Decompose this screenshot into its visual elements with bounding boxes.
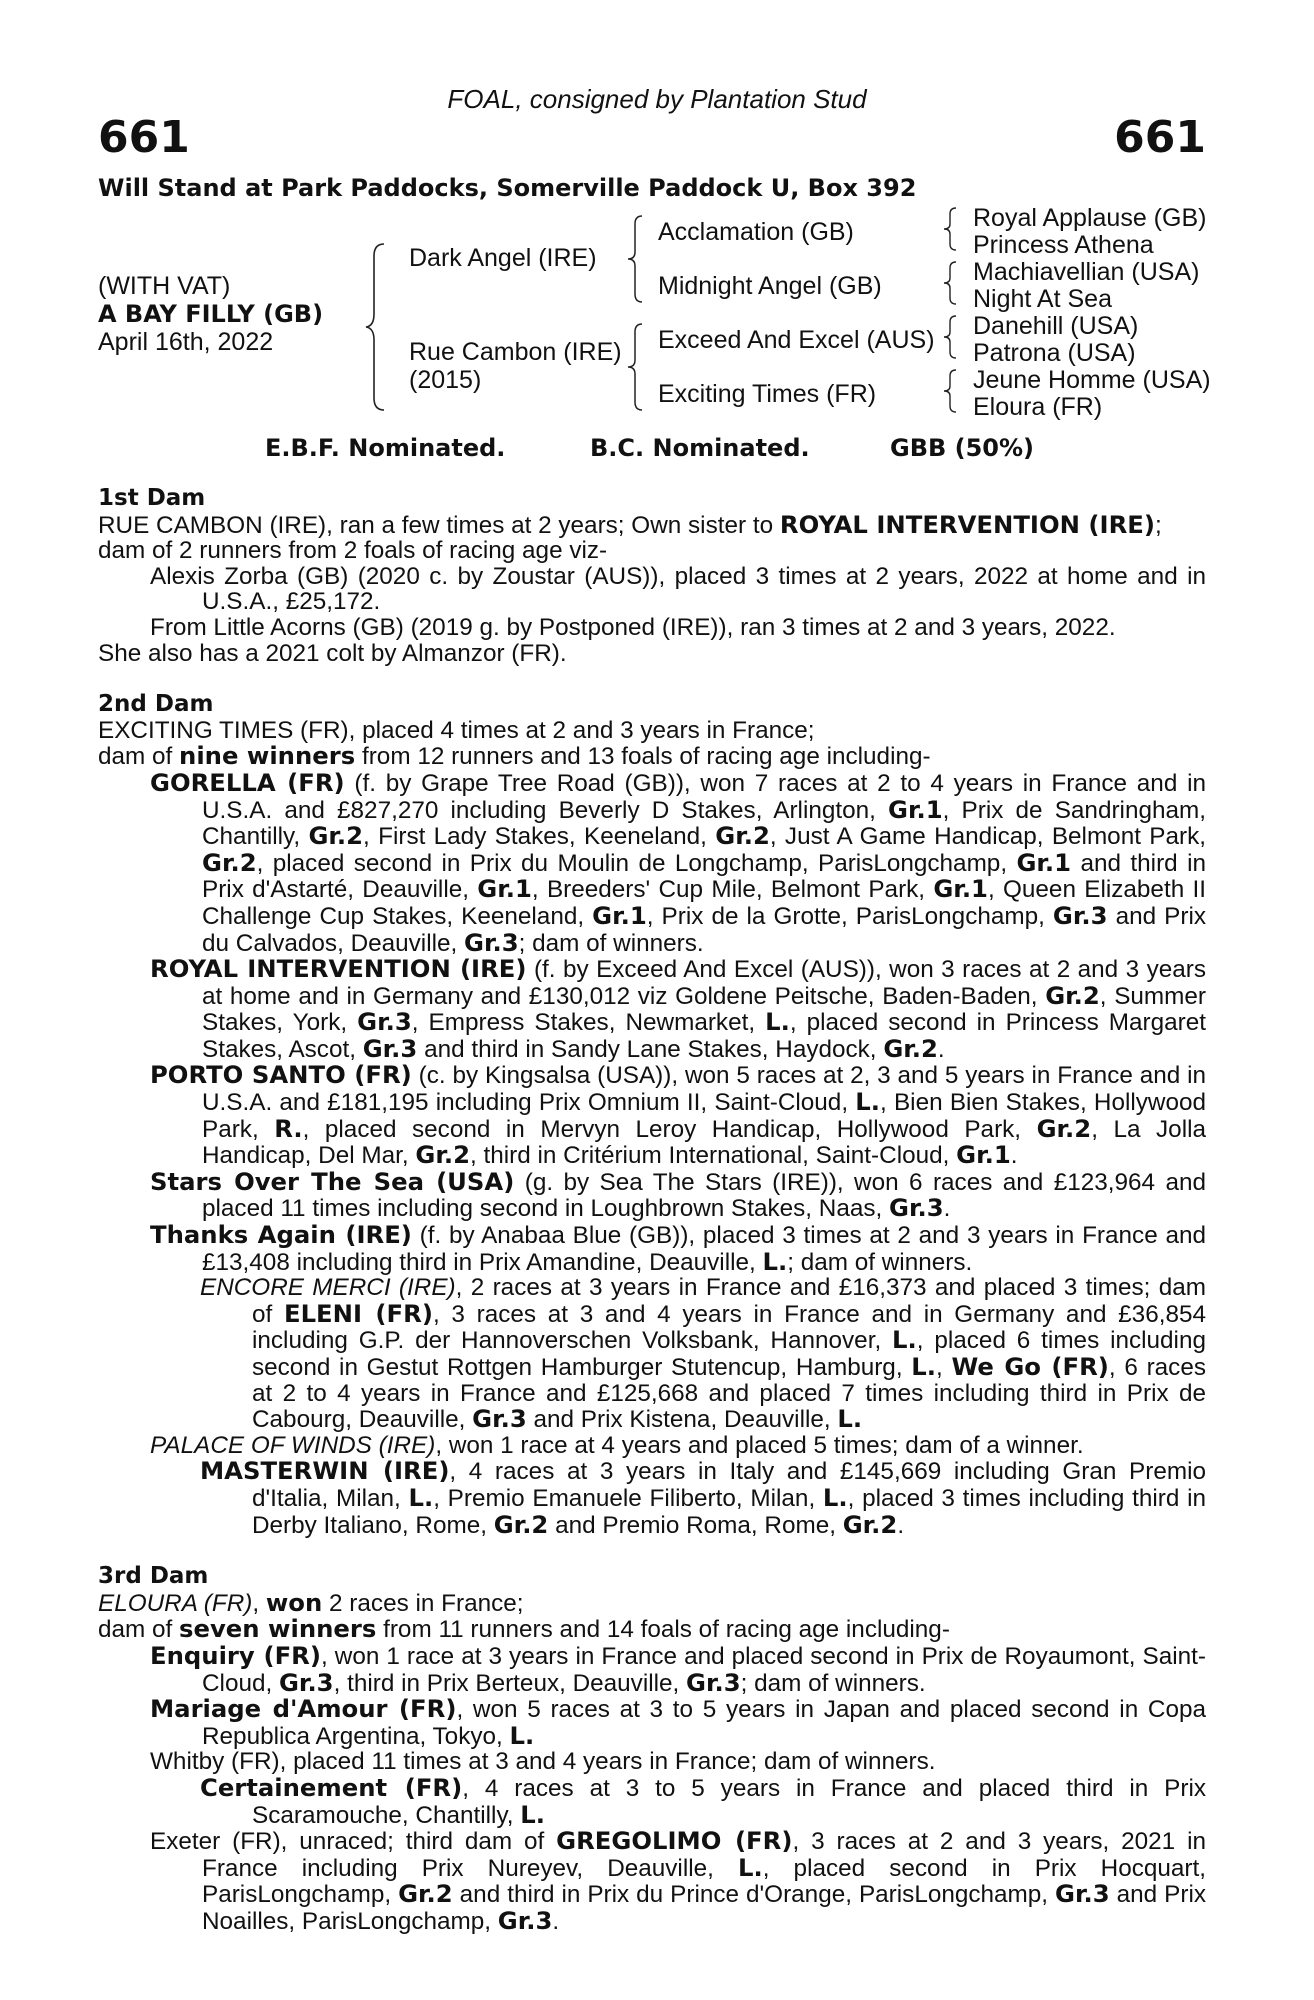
t: (f. by Anabaa Blue (GB)), placed 3 times at 2 and 3 years in France and £13,408 including third in Prix Amandine, Deauville, <box>202 1222 1207 1276</box>
gg-7: Jeune Homme (USA) <box>973 366 1211 394</box>
grade: Gr.3 <box>362 1033 418 1063</box>
horse-mariage-damour: Mariage d'Amour (FR) <box>150 1694 457 1724</box>
t: and Premio Roma, Rome, <box>548 1511 843 1539</box>
grade: Gr.2 <box>308 821 364 851</box>
vat-label: (WITH VAT) <box>98 272 231 300</box>
t: , 3 races at 3 and 4 years in France and in Germany and £36,854 including G.P. der Hannoverschen Volksbank, Hannover, <box>252 1300 1206 1355</box>
sire-dam: Midnight Angel (GB) <box>658 272 882 300</box>
horse-encore-merci: ENCORE MERCI (IRE) <box>200 1274 456 1302</box>
entry-exeter <box>150 1828 1206 1934</box>
t: , won 1 race at 4 years and placed 5 times; dam of a winner. <box>435 1431 1084 1459</box>
produce-little-acorns: From Little Acorns (GB) (2019 g. by Postponed (IRE)), ran 3 times at 2 and 3 years, 2022. <box>150 613 1116 641</box>
first-dam-semicolon: ; <box>1154 511 1162 539</box>
t: , Queen Elizabeth II Challenge Cup Stakes, Keeneland, <box>202 876 1206 930</box>
t: , 4 races at 3 years in Italy and £145,669 including Gran Premio d'Italia, Milan, <box>252 1458 1206 1512</box>
grade: Gr.2 <box>883 1033 938 1063</box>
t: , <box>936 1354 952 1381</box>
grade: Gr.3 <box>357 1007 412 1037</box>
t: , won 5 races at 3 to 5 years in Japan and placed second in Copa Republica Argentina, Tokyo, <box>202 1696 1207 1750</box>
grade: Gr.3 <box>1055 1879 1110 1909</box>
t: ; dam of winners. <box>787 1248 973 1276</box>
grade: Gr.2 <box>1045 980 1100 1010</box>
entry-masterwin <box>200 1458 1206 1538</box>
foaling-date: April 16th, 2022 <box>98 328 274 356</box>
grade: L. <box>509 1720 535 1750</box>
nine-winners: nine winners <box>179 741 356 771</box>
grade: L. <box>520 1799 546 1829</box>
grade: L. <box>855 1087 881 1117</box>
t: and third in Prix du Prince d'Orange, ParisLongchamp, <box>452 1881 1056 1909</box>
t: . <box>1010 1142 1018 1170</box>
lot-number-right: 661 <box>1114 112 1206 163</box>
grade: L. <box>911 1352 937 1381</box>
t: , Premio Emanuele Filiberto, Milan, <box>433 1484 823 1512</box>
entry-mariage-damour <box>150 1696 1206 1749</box>
gg-8: Eloura (FR) <box>973 393 1103 421</box>
t: ; dam of winners. <box>518 929 704 957</box>
grade: L. <box>762 1246 788 1276</box>
entry-thanks-again <box>150 1222 1206 1275</box>
t: . <box>943 1195 951 1223</box>
horse-thanks-again: Thanks Again (IRE) <box>150 1220 412 1250</box>
t: , placed second in Princess Margaret Stakes, Ascot, <box>202 1009 1206 1063</box>
third-dam-heading: 3rd Dam <box>98 1563 209 1590</box>
t: , <box>252 1589 266 1617</box>
t: , Prix de Sandringham, Chantilly, <box>202 796 1206 851</box>
grade: Gr.3 <box>472 1404 527 1434</box>
t: , won 1 race at 3 years in France and placed second in Prix de Royaumont, Saint-Cloud, <box>202 1642 1207 1697</box>
grade: Gr.3 <box>889 1193 944 1223</box>
t: , placed second in Prix du Moulin de Longchamp, ParisLongchamp, <box>256 849 1017 877</box>
dam-brace <box>626 322 646 412</box>
entry-enquiry <box>150 1640 1207 1697</box>
horse-royal-intervention: ROYAL INTERVENTION (IRE) <box>150 954 527 984</box>
grade: Gr.1 <box>956 1140 1011 1170</box>
gg-6: Patrona (USA) <box>973 339 1136 367</box>
dam-sire: Exceed And Excel (AUS) <box>658 326 935 354</box>
third-dam-produce-intro <box>98 1616 1206 1643</box>
first-dam-2021-colt: She also has a 2021 colt by Almanzor (FR). <box>98 639 567 667</box>
entry-whitby: Whitby (FR), placed 11 times at 3 and 4 years in France; dam of winners. <box>150 1748 936 1776</box>
sire-sire: Acclamation (GB) <box>658 218 854 246</box>
dam-year: (2015) <box>409 366 482 394</box>
entry-palace-of-winds <box>150 1433 1206 1459</box>
t: . <box>937 1035 945 1063</box>
grade: Gr.2 <box>415 1140 470 1170</box>
grade: L. <box>408 1482 434 1512</box>
bc-nomination: B.C. Nominated. <box>590 434 810 462</box>
t: , placed 3 times including third in Derby Italiano, Rome, <box>252 1484 1206 1539</box>
t: (g. by Sea The Stars (IRE)), won 6 races and £123,964 and placed 11 times including second in Loughbrown Stakes, Naas, <box>202 1168 1206 1223</box>
t: , La Jolla Handicap, Del Mar, <box>202 1115 1206 1170</box>
grade: L. <box>737 1852 763 1882</box>
grade: Gr.1 <box>1016 847 1072 877</box>
dam-dam: Exciting Times (FR) <box>658 380 877 408</box>
produce-alexis-zorba: Alexis Zorba (GB) (2020 c. by Zoustar (AUS)), placed 3 times at 2 years, 2022 at home and in U.S.A., £25,172. <box>150 562 1206 616</box>
t: and Prix Kistena, Deauville, <box>526 1406 838 1434</box>
t: , 3 races at 2 and 3 years, 2021 in France including Prix Nureyev, Deauville, <box>202 1828 1206 1882</box>
gg-1: Royal Applause (GB) <box>973 204 1207 232</box>
horse-enquiry: Enquiry (FR) <box>150 1640 321 1670</box>
t: and Prix du Calvados, Deauville, <box>202 902 1207 957</box>
grade: Gr.2 <box>715 821 770 851</box>
consignment-line: FOAL, consigned by Plantation Stud <box>447 84 867 114</box>
grade: Gr.2 <box>842 1509 898 1539</box>
grade: Gr.3 <box>278 1667 334 1697</box>
first-dam-produce-intro: dam of 2 runners from 2 foals of racing age viz- <box>98 537 608 565</box>
grade: L. <box>822 1482 848 1512</box>
grade: R. <box>274 1113 303 1143</box>
horse-masterwin: MASTERWIN (IRE) <box>200 1456 450 1486</box>
lot-number-left: 661 <box>98 112 190 163</box>
grade: Gr.3 <box>1052 900 1108 930</box>
main-brace <box>364 242 390 412</box>
entry-certainement <box>200 1772 1206 1829</box>
gg-5: Danehill (USA) <box>973 312 1139 340</box>
third-gen-braces <box>942 204 960 424</box>
t: dam of <box>98 1616 180 1644</box>
t: 2 races in France; <box>322 1589 524 1617</box>
grade: Gr.1 <box>933 874 988 904</box>
t: , Prix de la Grotte, ParisLongchamp, <box>646 902 1053 930</box>
entry-royal-intervention <box>150 956 1206 1062</box>
t: , Breeders' Cup Mile, Belmont Park, <box>531 876 934 904</box>
t: , placed second in Prix Hocquart, ParisLongchamp, <box>202 1854 1206 1909</box>
entry-encore-merci <box>200 1275 1206 1433</box>
grade: Gr.2 <box>398 1879 453 1909</box>
t: . <box>897 1511 905 1539</box>
entry-gorella <box>150 767 1207 957</box>
first-dam-text: RUE CAMBON (IRE), ran a few times at 2 years; Own sister to <box>98 511 774 539</box>
horse-porto-santo: PORTO SANTO (FR) <box>150 1060 412 1090</box>
gg-4: Night At Sea <box>973 285 1112 313</box>
catalogue-body <box>98 486 1206 1934</box>
grade: Gr.1 <box>888 794 943 824</box>
sire-name: Dark Angel (IRE) <box>409 244 597 272</box>
second-dam-produce-intro <box>98 743 1206 770</box>
grade: Gr.3 <box>686 1667 741 1697</box>
horse-eloura: ELOURA (FR) <box>98 1589 253 1617</box>
grade: Gr.2 <box>202 847 257 877</box>
first-dam-sister: ROYAL INTERVENTION (IRE) <box>779 509 1155 539</box>
grade: Gr.1 <box>592 900 647 930</box>
t: , Bien Bien Stakes, Hollywood Park, <box>202 1089 1206 1143</box>
t: and third in Sandy Lane Stakes, Haydock, <box>417 1035 884 1063</box>
t: . <box>552 1907 560 1935</box>
entry-stars-over-the-sea <box>150 1166 1206 1223</box>
t: and third in Prix d'Astarté, Deauville, <box>202 849 1206 904</box>
horse-eleni: ELENI (FR) <box>283 1298 433 1328</box>
t: , third in Prix Berteux, Deauville, <box>333 1669 687 1697</box>
t: from 12 runners and 13 foals of racing age including- <box>361 743 931 771</box>
grade: Gr.3 <box>497 1905 553 1935</box>
t: Exeter (FR), unraced; third dam of <box>150 1828 557 1856</box>
t: , third in Critérium International, Saint-Cloud, <box>469 1142 957 1170</box>
t: , First Lady Stakes, Keeneland, <box>363 823 716 851</box>
t: (c. by Kingsalsa (USA)), won 5 races at 2, 3 and 5 years in France and in U.S.A. and £181,195 including Prix Omnium II, Saint-Cloud, <box>202 1062 1206 1117</box>
gg-2: Princess Athena <box>973 231 1154 259</box>
t: , placed 6 times including second in Gestut Rottgen Hamburger Stutencup, Hamburg, <box>252 1327 1206 1381</box>
t: , Summer Stakes, York, <box>202 982 1206 1037</box>
t: , Empress Stakes, Newmarket, <box>411 1009 766 1037</box>
horse-certainement: Certainement (FR) <box>200 1772 463 1802</box>
lot-horse-name: A BAY FILLY (GB) <box>98 300 324 328</box>
t: , 6 races at 2 to 4 years in France and £125,668 and placed 7 times including third in Prix de Cabourg, Deauville, <box>252 1354 1206 1434</box>
horse-gorella: GORELLA (FR) <box>150 767 345 797</box>
horse-palace-of-winds: PALACE OF WINDS (IRE) <box>150 1431 436 1459</box>
seven-winners: seven winners <box>179 1614 377 1644</box>
t: , Just A Game Handicap, Belmont Park, <box>769 823 1206 851</box>
dam-name: Rue Cambon (IRE) <box>409 338 622 366</box>
grade: Gr.2 <box>1036 1113 1092 1143</box>
t: from 11 runners and 14 foals of racing age including- <box>376 1616 950 1644</box>
t: , 2 races at 3 years in France and £16,373 and placed 3 times; dam of <box>252 1274 1206 1328</box>
stand-info: Will Stand at Park Paddocks, Somerville Paddock U, Box 392 <box>98 174 917 202</box>
grade: Gr.3 <box>464 927 519 957</box>
sire-brace <box>626 214 646 304</box>
second-dam-line: EXCITING TIMES (FR), placed 4 times at 2 and 3 years in France; <box>98 716 815 744</box>
t: (f. by Grape Tree Road (GB)), won 7 races at 2 to 4 years in France and in U.S.A. and £827,270 including Beverly D Stakes, Arlington, <box>202 769 1206 824</box>
horse-we-go: We Go (FR) <box>951 1352 1109 1381</box>
third-dam-line <box>98 1587 1206 1617</box>
t: , 4 races at 3 to 5 years in France and placed third in Prix Scaramouche, Chantilly, <box>252 1774 1206 1829</box>
t: (f. by Exceed And Excel (AUS)), won 3 races at 2 and 3 years at home and in Germany and £130,012 viz Goldene Peitsche, Baden-Baden, <box>202 956 1206 1010</box>
t: dam of <box>98 743 173 771</box>
second-dam-heading: 2nd Dam <box>98 691 214 718</box>
horse-stars-over-the-sea: Stars Over The Sea (USA) <box>150 1166 515 1196</box>
gbb-label: GBB (50%) <box>890 434 1035 462</box>
gg-3: Machiavellian (USA) <box>973 258 1200 286</box>
t: , placed second in Mervyn Leroy Handicap, Hollywood Park, <box>302 1115 1037 1143</box>
grade: L. <box>765 1007 790 1037</box>
grade: Gr.1 <box>477 874 532 904</box>
grade: Gr.2 <box>493 1509 549 1539</box>
ebf-nomination: E.B.F. Nominated. <box>265 434 506 462</box>
entry-porto-santo <box>150 1062 1206 1168</box>
first-dam-heading: 1st Dam <box>98 485 206 511</box>
t: and Prix Noailles, ParisLongchamp, <box>202 1881 1206 1935</box>
grade: L. <box>837 1404 863 1434</box>
first-dam-line <box>98 509 1206 539</box>
won-label: won <box>265 1587 323 1617</box>
grade: L. <box>892 1325 917 1355</box>
horse-gregolimo: GREGOLIMO (FR) <box>556 1826 793 1856</box>
t: ; dam of winners. <box>740 1669 926 1697</box>
